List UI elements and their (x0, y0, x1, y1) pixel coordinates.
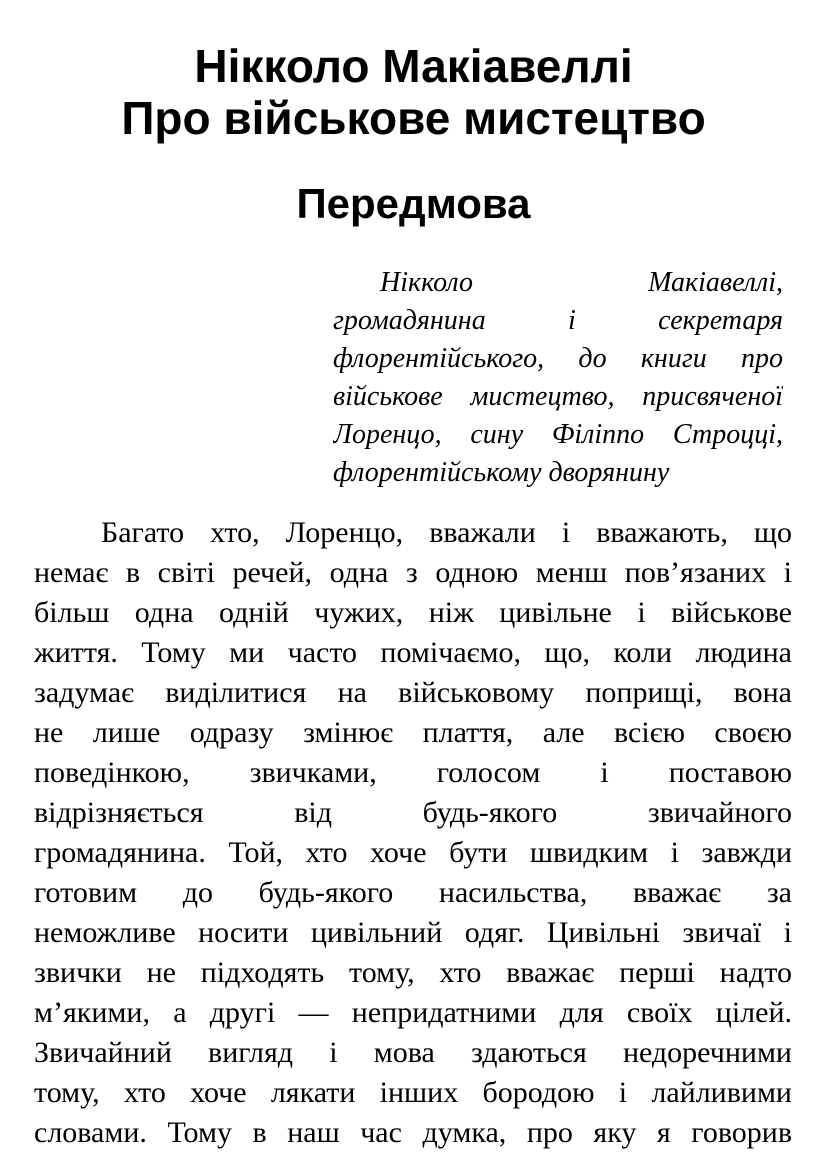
body-line: не лише одразу змінює плаття, але всією своєю (34, 716, 792, 749)
body-line: словами. Тому в наш час думка, про яку я говорив (34, 1116, 792, 1149)
book-title (0, 40, 827, 144)
epigraph-line: флорентійському дворянину (333, 457, 670, 488)
body-line: немає в світі речей, одна з одною менш пов’язаних і (34, 556, 792, 589)
epigraph-line: військове мистецтво, присвяченої (333, 381, 783, 412)
epigraph-line: Нікколо Макіавеллі, (380, 267, 783, 298)
body-paragraph (34, 513, 792, 1153)
body-line: готовим до будь-якого насильства, вважає за (34, 876, 792, 909)
body-line: відрізняється від будь-якого звичайного (34, 796, 792, 829)
body-line: громадянина. Той, хто хоче бути швидким і завжди (34, 836, 792, 869)
body-line: задумає виділитися на військовому поприщі, вона (34, 676, 792, 709)
epigraph-dedication (333, 264, 783, 492)
body-line: поведінкою, звичками, голосом і поставою (34, 756, 792, 789)
body-line: більш одна одній чужих, ніж цивільне і військове (34, 596, 792, 629)
body-line: тому, хто хоче лякати інших бородою і лайливими (34, 1076, 792, 1109)
epigraph-line: громадянина і секретаря (333, 305, 783, 336)
body-line: Звичайний вигляд і мова здаються недоречними (34, 1036, 792, 1069)
body-line: неможливе носити цивільний одяг. Цивільні звичаї і (34, 916, 792, 949)
epigraph-line: флорентійського, до книги про (333, 343, 783, 374)
body-line: Багато хто, Лоренцо, вважали і вважають, що (101, 516, 792, 549)
body-line: м’якими, а другі — непридатними для своїх цілей. (34, 996, 792, 1029)
epigraph-line: Лоренцо, сину Філіппо Строцці, (333, 419, 783, 450)
book-name: Про військове мистецтво (121, 92, 706, 144)
book-author: Нікколо Макіавеллі (194, 40, 633, 92)
body-line: звички не підходять тому, хто вважає перші надто (34, 956, 792, 989)
body-line: життя. Тому ми часто помічаємо, що, коли людина (34, 636, 792, 669)
section-heading: Передмова (296, 180, 531, 227)
